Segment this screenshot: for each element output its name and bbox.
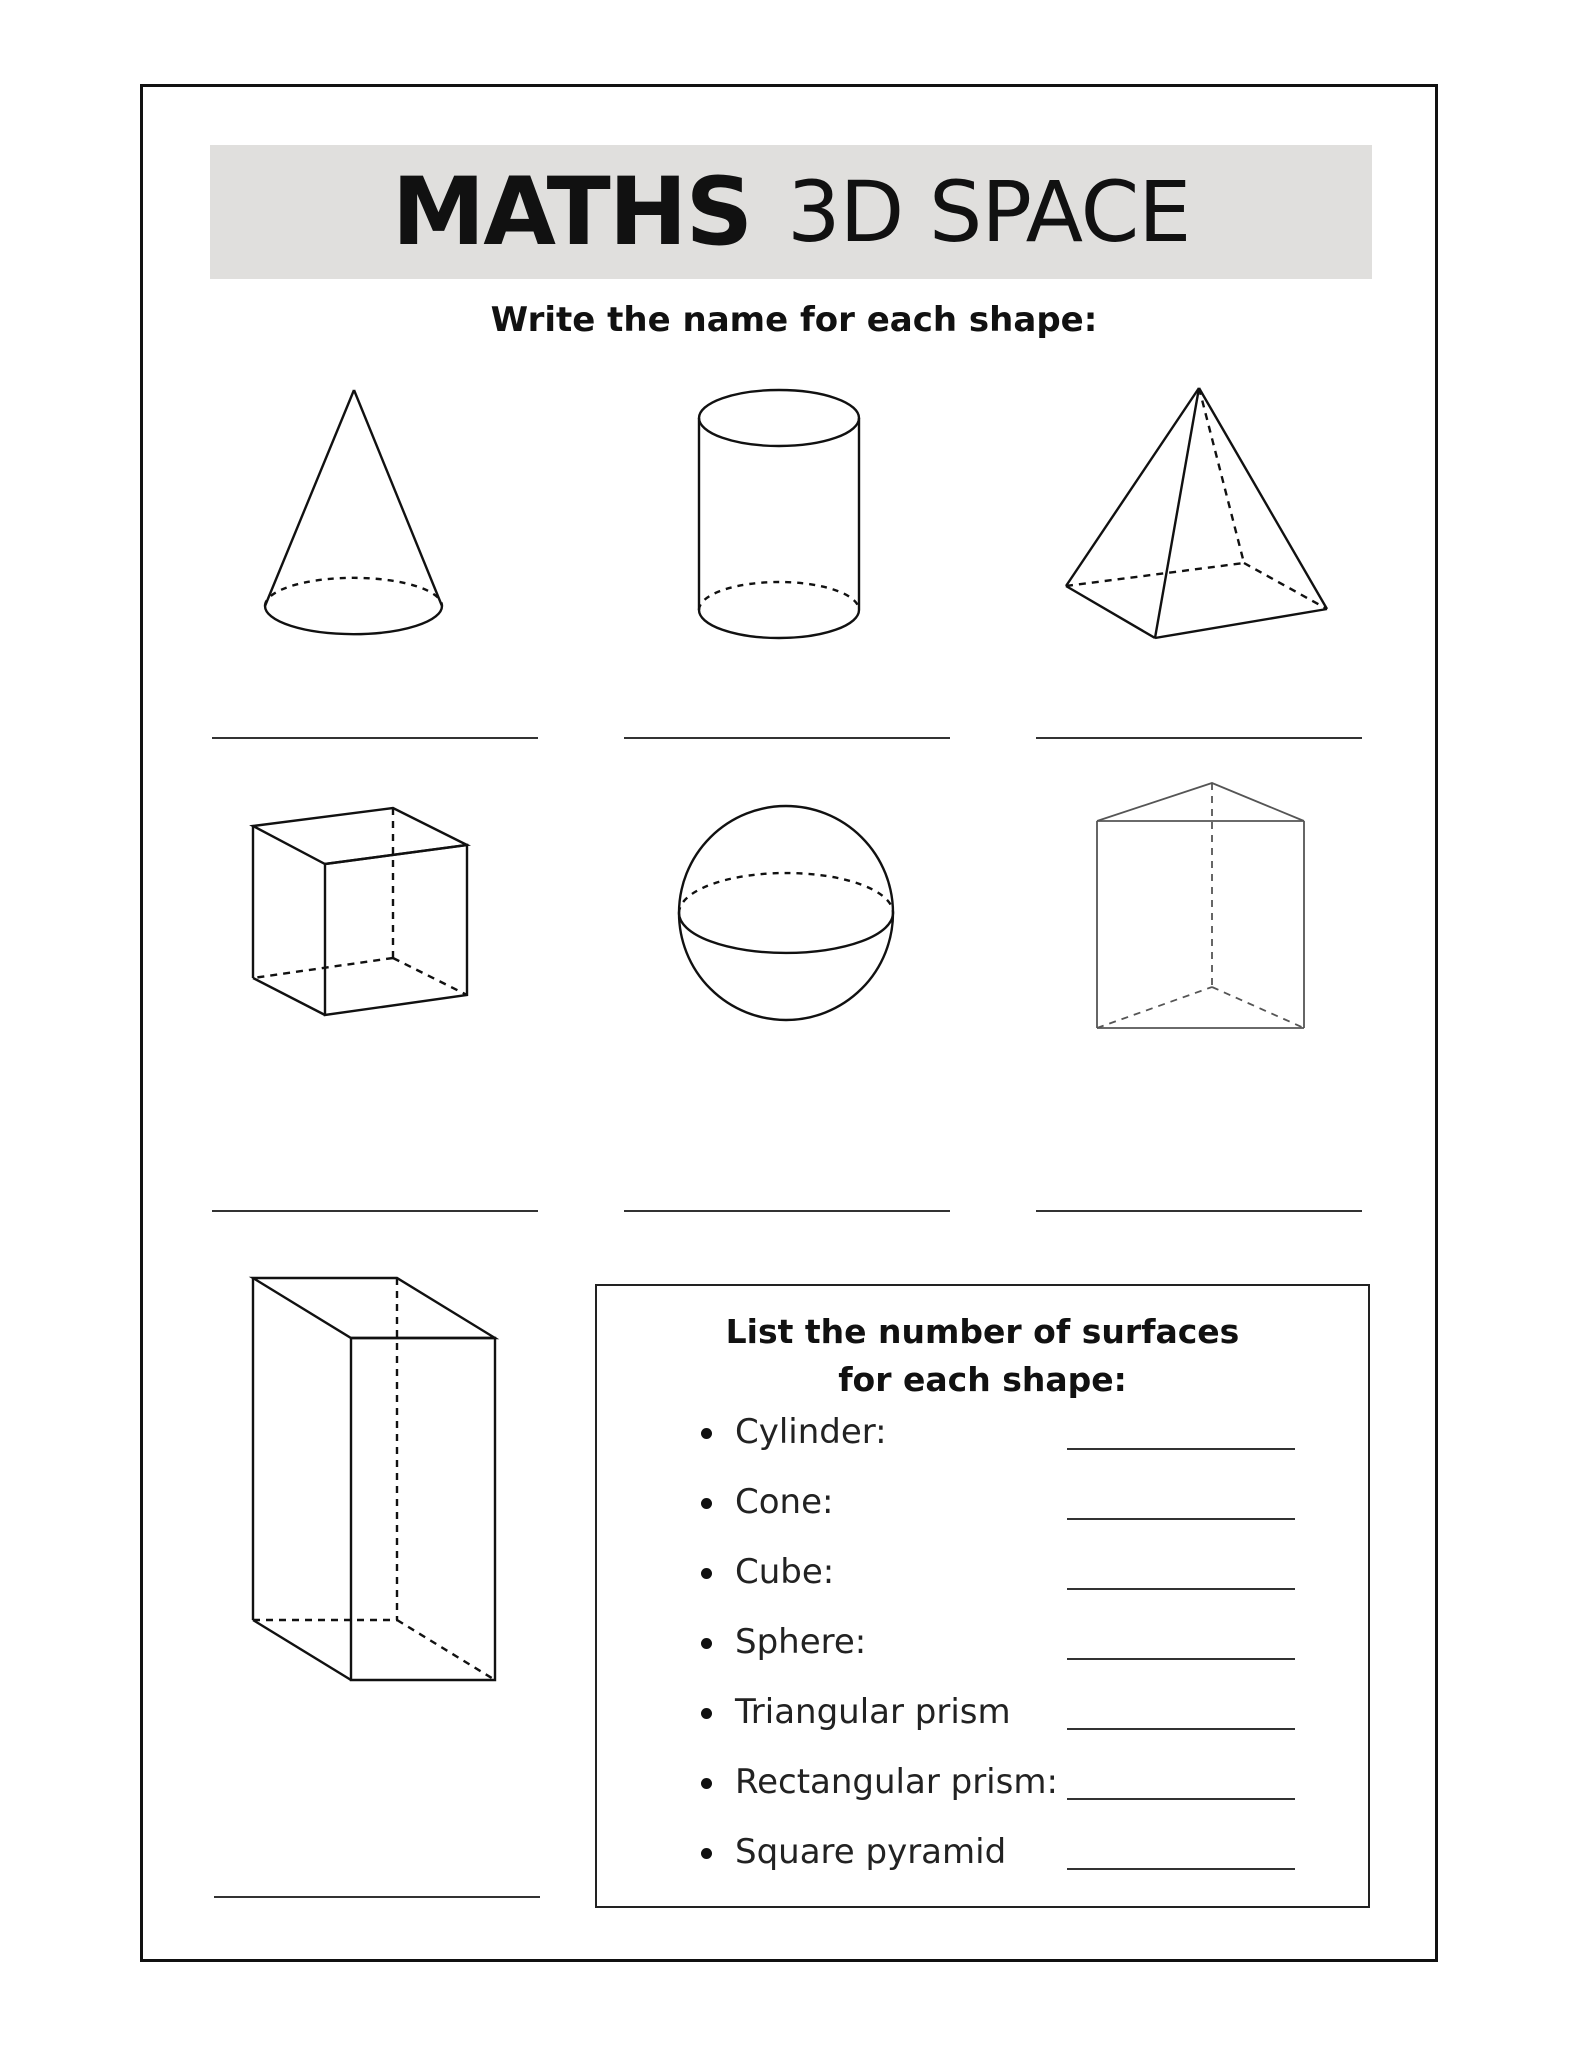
- item-label: Rectangular prism:: [735, 1762, 1058, 1802]
- surfaces-heading: [597, 1308, 1368, 1404]
- item-label: Cone:: [735, 1482, 834, 1522]
- answer-line-triangular-prism[interactable]: [1036, 1210, 1362, 1212]
- bullet-icon: [701, 1428, 712, 1439]
- answer-line[interactable]: [1067, 1728, 1295, 1730]
- triangular-prism-icon: [1090, 775, 1320, 1035]
- list-item-triangular-prism: [597, 1688, 1368, 1738]
- rectangular-prism-icon: [245, 1270, 505, 1690]
- cylinder-icon: [690, 380, 870, 650]
- list-item-sphere: [597, 1618, 1368, 1668]
- item-label: Cylinder:: [735, 1412, 887, 1452]
- bullet-icon: [701, 1498, 712, 1509]
- cone-icon: [255, 380, 455, 650]
- answer-line[interactable]: [1067, 1518, 1295, 1520]
- title-sub: 3D SPACE: [787, 163, 1191, 261]
- surfaces-heading-line1: List the number of surfaces: [725, 1312, 1240, 1351]
- answer-line[interactable]: [1067, 1448, 1295, 1450]
- item-label: Triangular prism: [735, 1692, 1011, 1732]
- answer-line-sphere[interactable]: [624, 1210, 950, 1212]
- bullet-icon: [701, 1848, 712, 1859]
- item-label: Cube:: [735, 1552, 835, 1592]
- list-item-cone: [597, 1478, 1368, 1528]
- answer-line-cone[interactable]: [212, 737, 538, 739]
- answer-line[interactable]: [1067, 1798, 1295, 1800]
- surfaces-heading-line2: for each shape:: [838, 1360, 1127, 1399]
- answer-line-rectangular-prism[interactable]: [214, 1896, 540, 1898]
- list-item-rectangular-prism: [597, 1758, 1368, 1808]
- answer-line[interactable]: [1067, 1868, 1295, 1870]
- square-pyramid-icon: [1055, 380, 1345, 650]
- sphere-icon: [672, 800, 902, 1030]
- title-main: MATHS: [391, 157, 752, 267]
- list-item-cube: [597, 1548, 1368, 1598]
- item-label: Sphere:: [735, 1622, 867, 1662]
- surfaces-box: [595, 1284, 1370, 1908]
- cube-icon: [245, 800, 475, 1030]
- item-label: Square pyramid: [735, 1832, 1007, 1872]
- bullet-icon: [701, 1638, 712, 1649]
- instruction-text: Write the name for each shape:: [490, 300, 1098, 340]
- list-item-square-pyramid: [597, 1828, 1368, 1878]
- answer-line-cylinder[interactable]: [624, 737, 950, 739]
- title-banner: [210, 145, 1372, 279]
- answer-line-square-pyramid[interactable]: [1036, 737, 1362, 739]
- list-item-cylinder: [597, 1408, 1368, 1458]
- bullet-icon: [701, 1568, 712, 1579]
- bullet-icon: [701, 1708, 712, 1719]
- answer-line[interactable]: [1067, 1588, 1295, 1590]
- bullet-icon: [701, 1778, 712, 1789]
- answer-line[interactable]: [1067, 1658, 1295, 1660]
- answer-line-cube[interactable]: [212, 1210, 538, 1212]
